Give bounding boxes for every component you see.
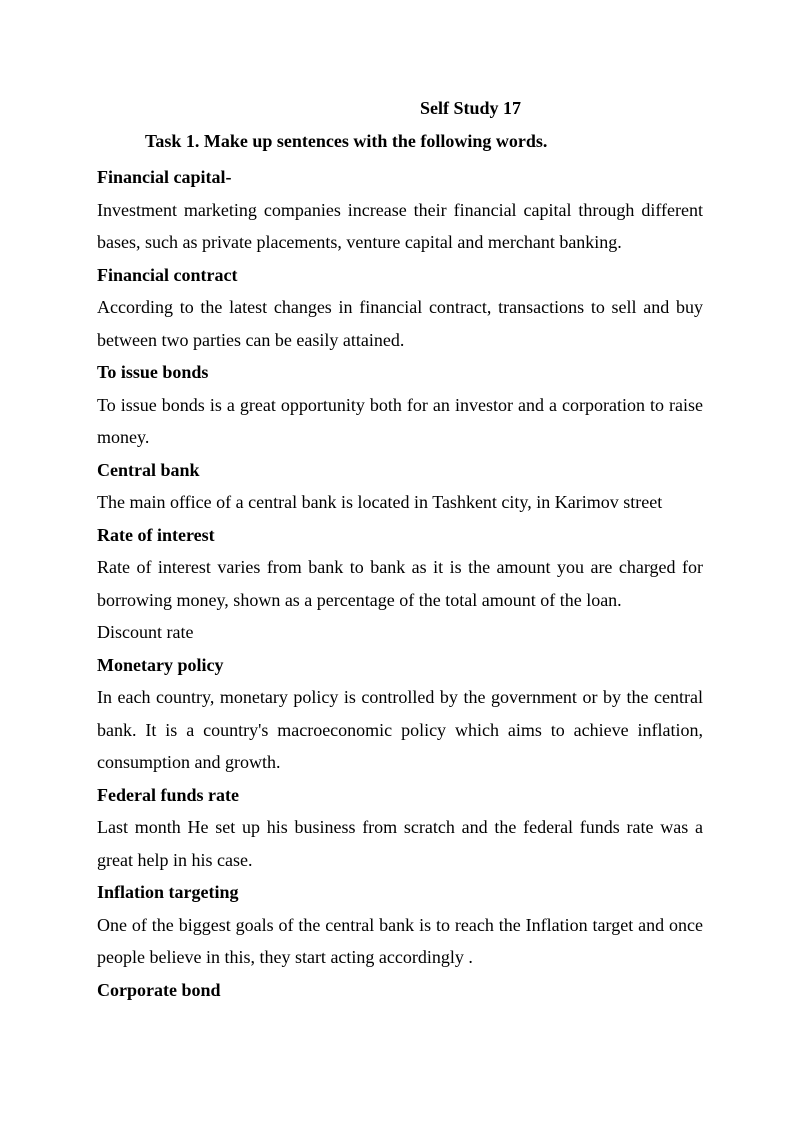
page-title: Self Study 17: [420, 98, 522, 118]
sentence-financial-capital: Investment marketing companies increase their financial capital through different bases, such as private placements, venture capital and merchant banking.: [97, 199, 703, 252]
term-inflation-targeting: Inflation targeting: [97, 882, 239, 902]
term-financial-capital: Financial capital-: [97, 167, 232, 187]
term-rate-of-interest: Rate of interest: [97, 524, 215, 545]
document-body: [97, 161, 703, 1006]
term-federal-funds-rate: Federal funds rate: [97, 784, 239, 805]
sentence-monetary-policy: In each country, monetary policy is controlled by the government or by the central bank. It is a country's macroeconomic policy which aims to achieve inflation, consumption and growth.: [97, 687, 703, 772]
term-corporate-bond: Corporate bond: [97, 979, 221, 1000]
term-monetary-policy: Monetary policy: [97, 654, 224, 675]
sentence-financial-contract: According to the latest changes in financial contract, transactions to sell and buy between two parties can be easily attained.: [97, 297, 703, 350]
term-to-issue-bonds: To issue bonds: [97, 362, 209, 382]
sentence-central-bank: The main office of a central bank is located in Tashkent city, in Karimov street: [97, 492, 663, 512]
task-heading: Task 1. Make up sentences with the following words.: [145, 131, 548, 151]
sentence-federal-funds-rate: Last month He set up his business from scratch and the federal funds rate was a great help in his case.: [97, 817, 703, 870]
sentence-rate-of-interest: Rate of interest varies from bank to bank as it is the amount you are charged for borrowing money, shown as a percentage of the total amount of the loan.: [97, 557, 703, 610]
term-discount-rate: Discount rate: [97, 622, 194, 642]
term-financial-contract: Financial contract: [97, 264, 238, 285]
term-central-bank: Central bank: [97, 459, 200, 480]
sentence-to-issue-bonds: To issue bonds is a great opportunity both for an investor and a corporation to raise money.: [97, 394, 703, 447]
sentence-inflation-targeting: One of the biggest goals of the central bank is to reach the Inflation target and once people believe in this, they start acting accordingly .: [97, 914, 703, 967]
